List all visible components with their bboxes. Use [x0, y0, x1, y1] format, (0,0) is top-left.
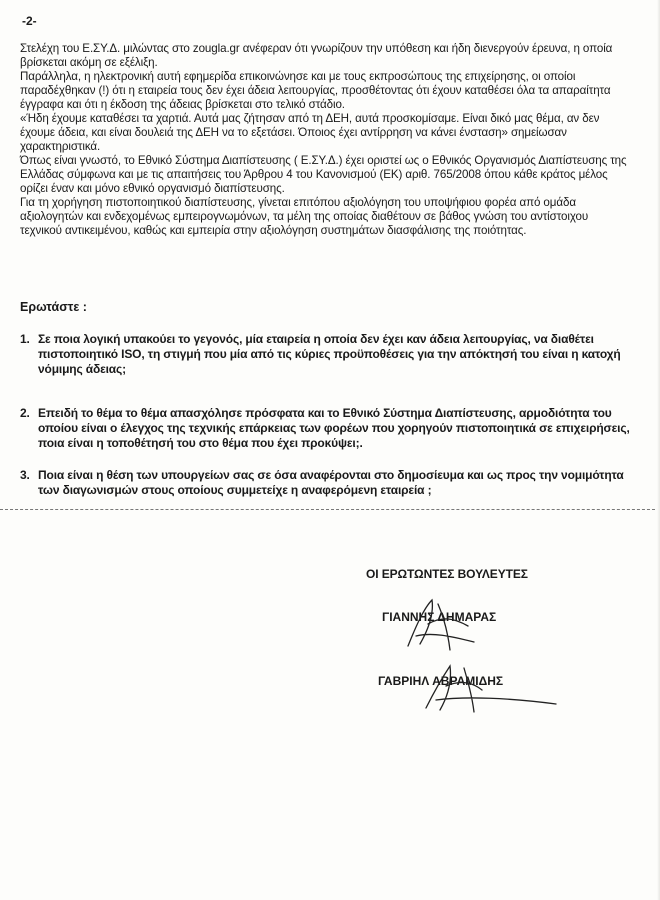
paragraph: Στελέχη του Ε.ΣΥ.Δ. μιλώντας στο zougla.gr ανέφεραν ότι γνωρίζουν την υπόθεση και ήδη διενεργούν έρευνα, η οποία βρίσκεται ακόμη σε εξέλιξη. [20, 42, 613, 69]
question-text: Επειδή το θέμα το θέμα απασχόλησε πρόσφατα και το Εθνικό Σύστημα Διαπίστευσης, αρμοδιότητα του οποίου είναι ο έλεγχος της τεχνικής επάρκειας των φορέων που χορηγούν πιστοποιητικά σε επιχειρήσεις, ποια είναι η τοποθέτησή του στο θέμα που έχει προκύψει;. [38, 406, 630, 450]
dashed-divider [0, 509, 660, 510]
question-number: 1. [20, 332, 30, 346]
question-text: Ποια είναι η θέση των υπουργείων σας σε όσα αναφέρονται στο δημοσίευμα και ως προς την νομιμότητα των διαγωνισμών στους οποίους συμμετείχε η αναφερόμενη εταιρεία ; [38, 468, 624, 497]
body-text [20, 42, 632, 238]
question-text: Σε ποια λογική υπακούει το γεγονός, μία εταιρεία η οποία δεν έχει καν άδεια λειτουργίας, να διαθέτει πιστοποιητικό ISO, τη στιγμή που μία από τις κύριες προϋποθέσεις για την απόκτησή του είναι η κατοχή νόμιμης άδειας; [38, 332, 621, 376]
question-item [20, 406, 632, 451]
paragraph: Όπως είναι γνωστό, το Εθνικό Σύστημα Διαπίστευσης ( Ε.ΣΥ.Δ.) έχει οριστεί ως ο Εθνικός Οργανισμός Διαπίστευσης της Ελλάδας σύμφωνα και με τις απαιτήσεις του Άρθρου 4 του Κανονισμού (ΕΚ) αριθ. 765/2008 όπου κάθε κράτος μέλος ορίζει έναν και μόνο εθνικό οργανισμό διαπίστευσης. [20, 154, 627, 195]
paragraph: «Ήδη έχουμε καταθέσει τα χαρτιά. Αυτά μας ζήτησαν από τη ΔΕΗ, αυτά προσκομίσαμε. Είναι δικό μας θέμα, αν δεν έχουμε άδεια, και είναι δουλειά της ΔΕΗ να το εξετάσει. Όποιος έχει αντίρρηση να κάνει ένσταση» σημείωσαν χαρακτηριστικά. [20, 112, 600, 153]
question-number: 2. [20, 406, 30, 420]
question-item [20, 332, 632, 377]
page-number: -2- [22, 14, 37, 28]
question-item [20, 468, 632, 498]
signer-name: ΓΑΒΡΙΗΛ ΑΒΡΑΜΙΔΗΣ [378, 674, 504, 688]
question-number: 3. [20, 468, 30, 482]
paragraph: Για τη χορήγηση πιστοποιητικού διαπίστευσης, γίνεται επιτόπου αξιολόγηση του υποψήφιου φορέα από ομάδα αξιολογητών και ενδεχομένως εμπειρογνωμόνων, τα μέλη της οποίας διαθέτουν σε βάθος γνώση του αντίστοιχου τεχνικού αντικειμένου, καθώς και εμπειρία στην αξιολόγηση συστημάτων διασφάλισης της ποιότητας. [20, 196, 589, 237]
signature-mark [398, 596, 478, 654]
paragraph: Παράλληλα, η ηλεκτρονική αυτή εφημερίδα επικοινώνησε και με τους εκπροσώπους της επιχείρησης, οι οποίοι παραδέχθηκαν (!) ότι η εταιρεία τους δεν έχει άδεια λειτουργίας, προσθέτοντας ότι έχουν καταθέσει όλα τα απαραίτητα έγγραφα και ότι η έκδοση της άδειας βρίσκεται στο τελικό στάδιο. [20, 70, 611, 111]
signature-mark [420, 656, 560, 716]
signers-heading: ΟΙ ΕΡΩΤΩΝΤΕΣ ΒΟΥΛΕΥΤΕΣ [366, 567, 528, 581]
signer-name: ΓΙΑΝΝΗΣ ΔΗΜΑΡΑΣ [382, 610, 497, 624]
questions-heading: Ερωτάστε : [20, 300, 87, 314]
